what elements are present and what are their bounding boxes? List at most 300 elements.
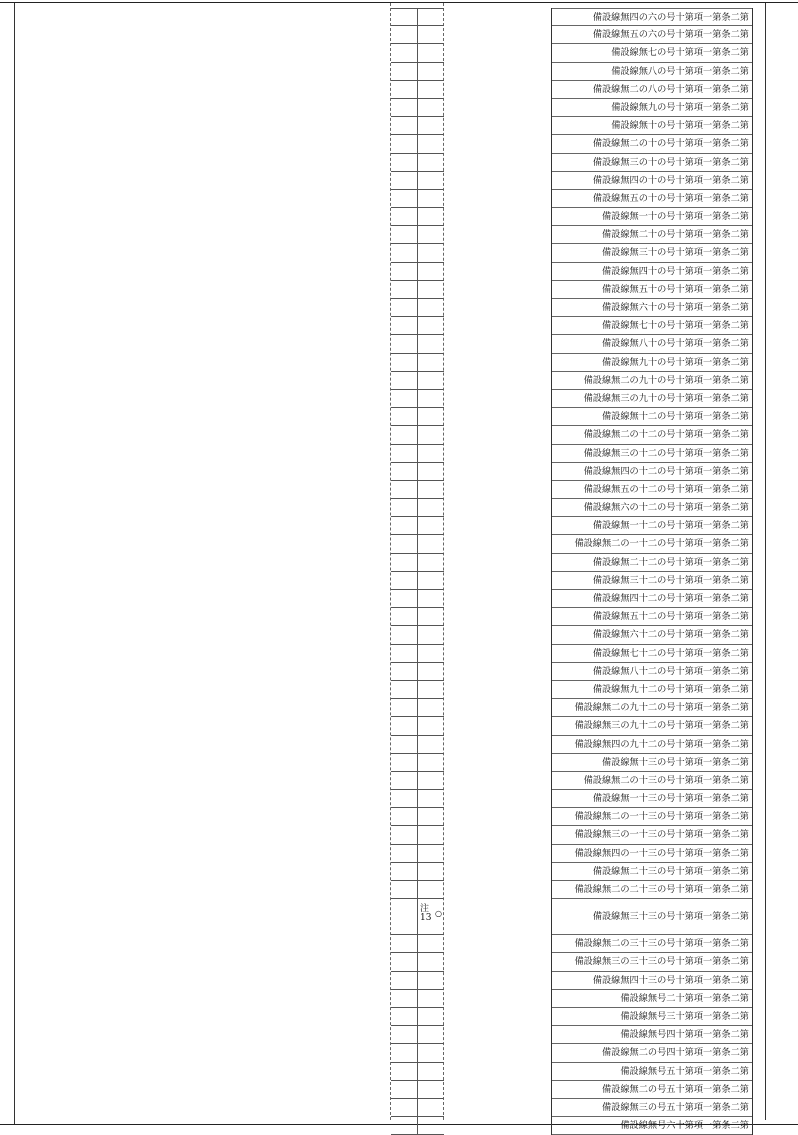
clause-text: 備設線無八十の号十第項一第条二第: [602, 338, 749, 350]
note-cell: [418, 44, 444, 61]
grid-row: [391, 972, 444, 990]
grid-row: [391, 845, 444, 863]
note-cell: [418, 244, 444, 261]
note-cell: [418, 899, 444, 934]
check-cell[interactable]: [391, 390, 418, 407]
clause-text: 備設線無八の号十第項一第条二第: [611, 65, 749, 77]
check-cell[interactable]: [391, 790, 418, 807]
note-cell: [418, 172, 444, 189]
clause-text: 備設線無号五十第項一第条二第: [620, 1065, 749, 1077]
check-cell[interactable]: [391, 1081, 418, 1098]
note-cell: [418, 826, 444, 843]
grid-row: [391, 354, 444, 372]
clause-text: 備設線無四十二の号十第項一第条二第: [592, 593, 749, 604]
check-cell[interactable]: [391, 281, 418, 298]
clause-item: [552, 754, 752, 772]
check-cell[interactable]: [391, 863, 418, 880]
clause-text: 備設線無三十三の号十第項一第条二第: [592, 911, 749, 923]
grid-row: [391, 208, 444, 226]
clause-item: [552, 681, 752, 699]
grid-row: [391, 63, 444, 81]
note-cell: [418, 117, 444, 134]
check-cell[interactable]: [391, 808, 418, 825]
grid-row: [391, 590, 444, 608]
clause-item: [552, 772, 752, 790]
grid-row: [391, 99, 444, 117]
clause-text: 備設線無二十三の号十第項一第条二第: [592, 865, 749, 877]
note-cell: [418, 263, 444, 280]
check-cell[interactable]: [391, 445, 418, 462]
clause-item: [552, 1117, 752, 1135]
clause-item: [552, 445, 752, 463]
clause-text: 備設線無二の号五十第項一第条二第: [602, 1083, 749, 1095]
check-cell[interactable]: [391, 572, 418, 589]
grid-row: [391, 154, 444, 172]
check-cell[interactable]: [391, 1008, 418, 1025]
grid-row: [391, 517, 444, 535]
clause-item: [552, 135, 752, 153]
grid-row: [391, 572, 444, 590]
note-cell: [418, 699, 444, 716]
grid-row: [391, 736, 444, 754]
grid-row: [391, 499, 444, 517]
clause-text: 備設線無四の九十二の号十第項一第条二第: [574, 738, 749, 750]
check-cell[interactable]: [391, 372, 418, 389]
check-cell[interactable]: [391, 81, 418, 98]
check-cell[interactable]: [391, 499, 418, 516]
clause-item: [552, 354, 752, 372]
grid-row: [391, 990, 444, 1008]
clause-text: 備設線無三の九十の号十第項一第条二第: [583, 392, 749, 404]
check-cell[interactable]: [391, 608, 418, 625]
note-cell: [418, 790, 444, 807]
note-label: 注: [420, 904, 430, 915]
check-cell[interactable]: [391, 535, 418, 552]
check-cell[interactable]: [391, 953, 418, 970]
note-cell: [418, 354, 444, 371]
clause-item: [552, 935, 752, 953]
clause-item: [552, 117, 752, 135]
clause-item: [552, 44, 752, 62]
clause-item: [552, 554, 752, 572]
clause-text: 備設線無八十二の号十第項一第条二第: [592, 665, 749, 677]
note-cell: [418, 754, 444, 771]
check-cell[interactable]: [391, 299, 418, 316]
note-cell: [418, 463, 444, 480]
grid-row: [391, 172, 444, 190]
clause-text: 備設線無三十の号十第項一第条二第: [602, 247, 749, 259]
grid-row: [391, 426, 444, 444]
grid-row: [391, 299, 444, 317]
note-cell: [418, 1063, 444, 1080]
check-cell[interactable]: [391, 663, 418, 680]
clause-text: 備設線無三の三十三の号十第項一第条二第: [574, 956, 749, 968]
check-cell[interactable]: [391, 935, 418, 952]
clause-text: 備設線無七の号十第項一第条二第: [611, 47, 749, 59]
note-cell: [418, 717, 444, 734]
check-cell[interactable]: [391, 1044, 418, 1061]
check-cell[interactable]: [391, 335, 418, 352]
note-cell: [418, 99, 444, 116]
grid-row: [391, 244, 444, 262]
check-cell[interactable]: [391, 63, 418, 80]
note-cell: [418, 299, 444, 316]
clause-item: [552, 226, 752, 244]
check-cell[interactable]: [391, 154, 418, 171]
clause-text: 備設線無六十二の号十第項一第条二第: [592, 629, 749, 641]
grid-row: [391, 699, 444, 717]
left-margin-rule: [14, 3, 15, 1124]
note-cell: [418, 1008, 444, 1025]
top-border: [0, 2, 798, 3]
clause-text: 備設線無二の九十の号十第項一第条二第: [583, 374, 749, 386]
grid-row: [391, 190, 444, 208]
grid-row: [391, 681, 444, 699]
clause-text: 備設線無一十三の号十第項一第条二第: [592, 793, 749, 805]
clause-text: 備設線無七十二の号十第項一第条二第: [592, 647, 749, 659]
grid-row: [391, 317, 444, 335]
clause-text: 備設線無一十二の号十第項一第条二第: [592, 520, 749, 532]
clause-text: 備設線無三の十二の号十第項一第条二第: [583, 447, 749, 459]
check-cell[interactable]: [391, 135, 418, 152]
clause-text: 備設線無二の一十三の号十第項一第条二第: [574, 811, 749, 823]
grid-row: [391, 117, 444, 135]
grid-row: [391, 408, 444, 426]
check-cell[interactable]: [391, 317, 418, 334]
note-cell: [418, 499, 444, 516]
clause-item: [552, 1063, 752, 1081]
note-cell: [418, 626, 444, 643]
note-cell: [418, 554, 444, 571]
check-cell[interactable]: [391, 717, 418, 734]
grid-row: [391, 663, 444, 681]
note-cell: [418, 208, 444, 225]
note-cell: [418, 445, 444, 462]
check-cell[interactable]: [391, 117, 418, 134]
grid-row: [391, 44, 444, 62]
check-cell[interactable]: [391, 554, 418, 571]
grid-row: [391, 772, 444, 790]
clause-text: 備設線無三の十の号十第項一第条二第: [592, 156, 749, 168]
clause-item: [552, 1044, 752, 1062]
note-cell: [418, 154, 444, 171]
grid-row: [391, 445, 444, 463]
check-cell[interactable]: [391, 9, 418, 25]
grid-row: [391, 626, 444, 644]
check-cell[interactable]: [391, 172, 418, 189]
grid-row: [391, 953, 444, 971]
clause-text: 備設線無四の十二の号十第項一第条二第: [583, 465, 749, 477]
note-cell: [418, 1081, 444, 1098]
grid-row: [391, 463, 444, 481]
grid-row: [391, 554, 444, 572]
clause-item: [552, 463, 752, 481]
check-cell[interactable]: [391, 826, 418, 843]
clause-item: [552, 172, 752, 190]
clause-item: [552, 845, 752, 863]
clause-item: [552, 663, 752, 681]
note-cell: [418, 1026, 444, 1043]
clause-item: [552, 299, 752, 317]
clause-text: 備設線無二の号四十第項一第条二第: [602, 1047, 749, 1059]
clause-text: 備設線無二の十二の号十第項一第条二第: [583, 429, 749, 441]
clause-text: 備設線無五の六の号十第項一第条二第: [592, 29, 749, 41]
clause-item: [552, 154, 752, 172]
clause-item: [552, 572, 752, 590]
note-cell: [418, 663, 444, 680]
check-cell[interactable]: [391, 681, 418, 698]
clause-text: 備設線無二十二の号十第項一第条二第: [592, 556, 749, 568]
check-cell[interactable]: [391, 1117, 418, 1134]
clause-item: [552, 372, 752, 390]
clause-item: [552, 1099, 752, 1117]
grid-row: [391, 263, 444, 281]
clause-item: [552, 408, 752, 426]
check-cell[interactable]: [391, 463, 418, 480]
note-cell: [418, 9, 444, 25]
clause-text: 備設線無二の三十三の号十第項一第条二第: [574, 938, 749, 950]
grid-row: [391, 1117, 444, 1135]
clause-text: 備設線無号六十第項一第条二第: [620, 1120, 749, 1132]
check-cell[interactable]: [391, 1026, 418, 1043]
note-cell: [418, 81, 444, 98]
grid-row: [391, 26, 444, 44]
note-cell: [418, 845, 444, 862]
check-cell[interactable]: [391, 881, 418, 898]
clause-text: 備設線無号四十第項一第条二第: [620, 1029, 749, 1041]
check-cell[interactable]: [391, 699, 418, 716]
grid-row: [391, 717, 444, 735]
grid-row: [391, 1044, 444, 1062]
note-cell: [418, 135, 444, 152]
check-cell[interactable]: [391, 754, 418, 771]
clause-item: [552, 608, 752, 626]
check-cell[interactable]: [391, 845, 418, 862]
note-number: 13: [420, 913, 432, 924]
clause-item: [552, 881, 752, 899]
clause-item: [552, 390, 752, 408]
note-cell: [418, 390, 444, 407]
right-margin-rule: [765, 3, 766, 1120]
clause-item: [552, 190, 752, 208]
clause-text: 備設線無五十の号十第項一第条二第: [602, 283, 749, 295]
note-cell: [418, 535, 444, 552]
grid-row: [391, 390, 444, 408]
clause-text: 備設線無二十の号十第項一第条二第: [602, 229, 749, 241]
check-cell[interactable]: [391, 772, 418, 789]
check-cell[interactable]: [391, 1063, 418, 1080]
check-cell[interactable]: [391, 99, 418, 116]
grid-row: [391, 226, 444, 244]
note-cell: [418, 608, 444, 625]
grid-row: [391, 881, 444, 899]
note-cell: [418, 1044, 444, 1061]
check-cell[interactable]: [391, 626, 418, 643]
clause-item: [552, 1008, 752, 1026]
note-cell: [418, 953, 444, 970]
clause-text: 備設線無十二の号十第項一第条二第: [602, 411, 749, 423]
clause-item: [552, 790, 752, 808]
note-cell: [418, 645, 444, 662]
grid-row: [391, 826, 444, 844]
note-cell: [418, 572, 444, 589]
clause-item: [552, 972, 752, 990]
clause-text: 備設線無七十の号十第項一第条二第: [602, 320, 749, 332]
note-cell: [418, 881, 444, 898]
check-cell[interactable]: [391, 972, 418, 989]
check-cell[interactable]: [391, 408, 418, 425]
clause-item: [552, 63, 752, 81]
clause-text: 備設線無三の九十二の号十第項一第条二第: [574, 720, 749, 732]
clause-item: [552, 808, 752, 826]
clause-text: 備設線無一十の号十第項一第条二第: [602, 211, 749, 223]
checkbox-grid: [391, 8, 444, 1135]
check-cell[interactable]: [391, 481, 418, 498]
clause-item: [552, 535, 752, 553]
clause-text: 備設線無四の十の号十第項一第条二第: [592, 174, 749, 186]
grid-row: [391, 535, 444, 553]
check-cell[interactable]: [391, 44, 418, 61]
clause-text: 備設線無四十の号十第項一第条二第: [602, 265, 749, 277]
note-cell: [418, 517, 444, 534]
note-cell: [418, 335, 444, 352]
clause-text: 備設線無号三十第項一第条二第: [620, 1010, 749, 1022]
clause-item: [552, 590, 752, 608]
clause-text: 備設線無九十二の号十第項一第条二第: [592, 683, 749, 695]
clause-text: 備設線無六の十二の号十第項一第条二第: [583, 502, 749, 514]
check-cell[interactable]: [391, 990, 418, 1007]
clause-text: 備設線無五の十の号十第項一第条二第: [592, 192, 749, 204]
grid-row: [391, 8, 444, 26]
clause-item: [552, 99, 752, 117]
clause-item: [552, 736, 752, 754]
clause-item: [552, 481, 752, 499]
note-cell: [418, 681, 444, 698]
clause-text: 備設線無十の号十第項一第条二第: [611, 120, 749, 132]
clause-text: 備設線無九の号十第項一第条二第: [611, 101, 749, 113]
clause-item: [552, 626, 752, 644]
clause-item: [552, 699, 752, 717]
grid-row: [391, 790, 444, 808]
grid-row: [391, 1026, 444, 1044]
grid-row: [391, 1008, 444, 1026]
grid-row: [391, 481, 444, 499]
note-cell: [418, 26, 444, 43]
note-cell: [418, 772, 444, 789]
grid-row: [391, 135, 444, 153]
check-cell[interactable]: [391, 736, 418, 753]
note-cell: [418, 1117, 444, 1134]
clause-text: 備設線無三の一十三の号十第項一第条二第: [574, 829, 749, 841]
note-cell: [418, 372, 444, 389]
clause-text: 備設線無二の二十三の号十第項一第条二第: [574, 884, 749, 895]
check-cell[interactable]: [391, 1099, 418, 1116]
grid-row: [391, 1063, 444, 1081]
note-cell: [418, 972, 444, 989]
clause-item: [552, 1026, 752, 1044]
clause-item: [552, 244, 752, 262]
clause-text: 備設線無四の一十三の号十第項一第条二第: [574, 847, 749, 859]
grid-row: [391, 935, 444, 953]
check-cell[interactable]: [391, 263, 418, 280]
clause-text: 備設線無五の十二の号十第項一第条二第: [583, 483, 749, 495]
grid-row: [391, 1081, 444, 1099]
clause-item: [552, 281, 752, 299]
check-cell[interactable]: [391, 26, 418, 43]
note-cell: [418, 808, 444, 825]
clause-item: [552, 717, 752, 735]
clause-item: [552, 81, 752, 99]
note-cell: [418, 990, 444, 1007]
note-cell: [418, 1099, 444, 1116]
clause-item: [552, 263, 752, 281]
grid-row: [391, 1099, 444, 1117]
note-cell: [418, 736, 444, 753]
check-cell[interactable]: [391, 208, 418, 225]
check-cell[interactable]: [391, 226, 418, 243]
clause-item: [552, 645, 752, 663]
grid-row: [391, 863, 444, 881]
check-cell[interactable]: [391, 517, 418, 534]
check-cell[interactable]: [391, 899, 418, 934]
clause-text: 備設線無二の八の号十第項一第条二第: [592, 83, 749, 95]
note-cell: [418, 590, 444, 607]
clause-item: [552, 8, 752, 26]
clause-item: [552, 499, 752, 517]
note-cell: [418, 63, 444, 80]
note-cell: [418, 935, 444, 952]
clause-text: 備設線無五十二の号十第項一第条二第: [592, 611, 749, 623]
clause-item: [552, 863, 752, 881]
note-cell: [418, 481, 444, 498]
check-cell[interactable]: [391, 244, 418, 261]
check-cell[interactable]: [391, 645, 418, 662]
grid-row: [391, 372, 444, 390]
clause-text: 備設線無四の六の号十第項一第条二第: [592, 12, 749, 23]
clause-item: [552, 990, 752, 1008]
grid-row: [391, 608, 444, 626]
check-cell[interactable]: [391, 590, 418, 607]
clause-item: [552, 899, 752, 935]
grid-row: [391, 335, 444, 353]
check-cell[interactable]: [391, 426, 418, 443]
clause-text: 備設線無三十二の号十第項一第条二第: [592, 574, 749, 586]
note-cell: [418, 281, 444, 298]
clause-text: 備設線無十三の号十第項一第条二第: [602, 756, 749, 768]
circle-mark-icon: ○: [435, 909, 442, 919]
clause-text: 備設線無二の十の号十第項一第条二第: [592, 138, 749, 150]
clause-text: 備設線無二の一十二の号十第項一第条二第: [574, 538, 749, 550]
clause-item: [552, 953, 752, 971]
note-marker: [420, 905, 444, 923]
clause-item: [552, 826, 752, 844]
check-cell[interactable]: [391, 190, 418, 207]
note-cell: [418, 408, 444, 425]
note-cell: [418, 863, 444, 880]
clause-text: 備設線無四十三の号十第項一第条二第: [592, 974, 749, 986]
clause-item: [552, 26, 752, 44]
check-cell[interactable]: [391, 354, 418, 371]
clause-text: 備設線無二の九十二の号十第項一第条二第: [574, 702, 749, 714]
clause-text: 備設線無三の号五十第項一第条二第: [602, 1101, 749, 1113]
clause-list: [551, 8, 753, 1135]
grid-row: [391, 81, 444, 99]
clause-item: [552, 317, 752, 335]
grid-row: [391, 899, 444, 935]
clause-item: [552, 1081, 752, 1099]
clause-item: [552, 208, 752, 226]
clause-item: [552, 335, 752, 353]
